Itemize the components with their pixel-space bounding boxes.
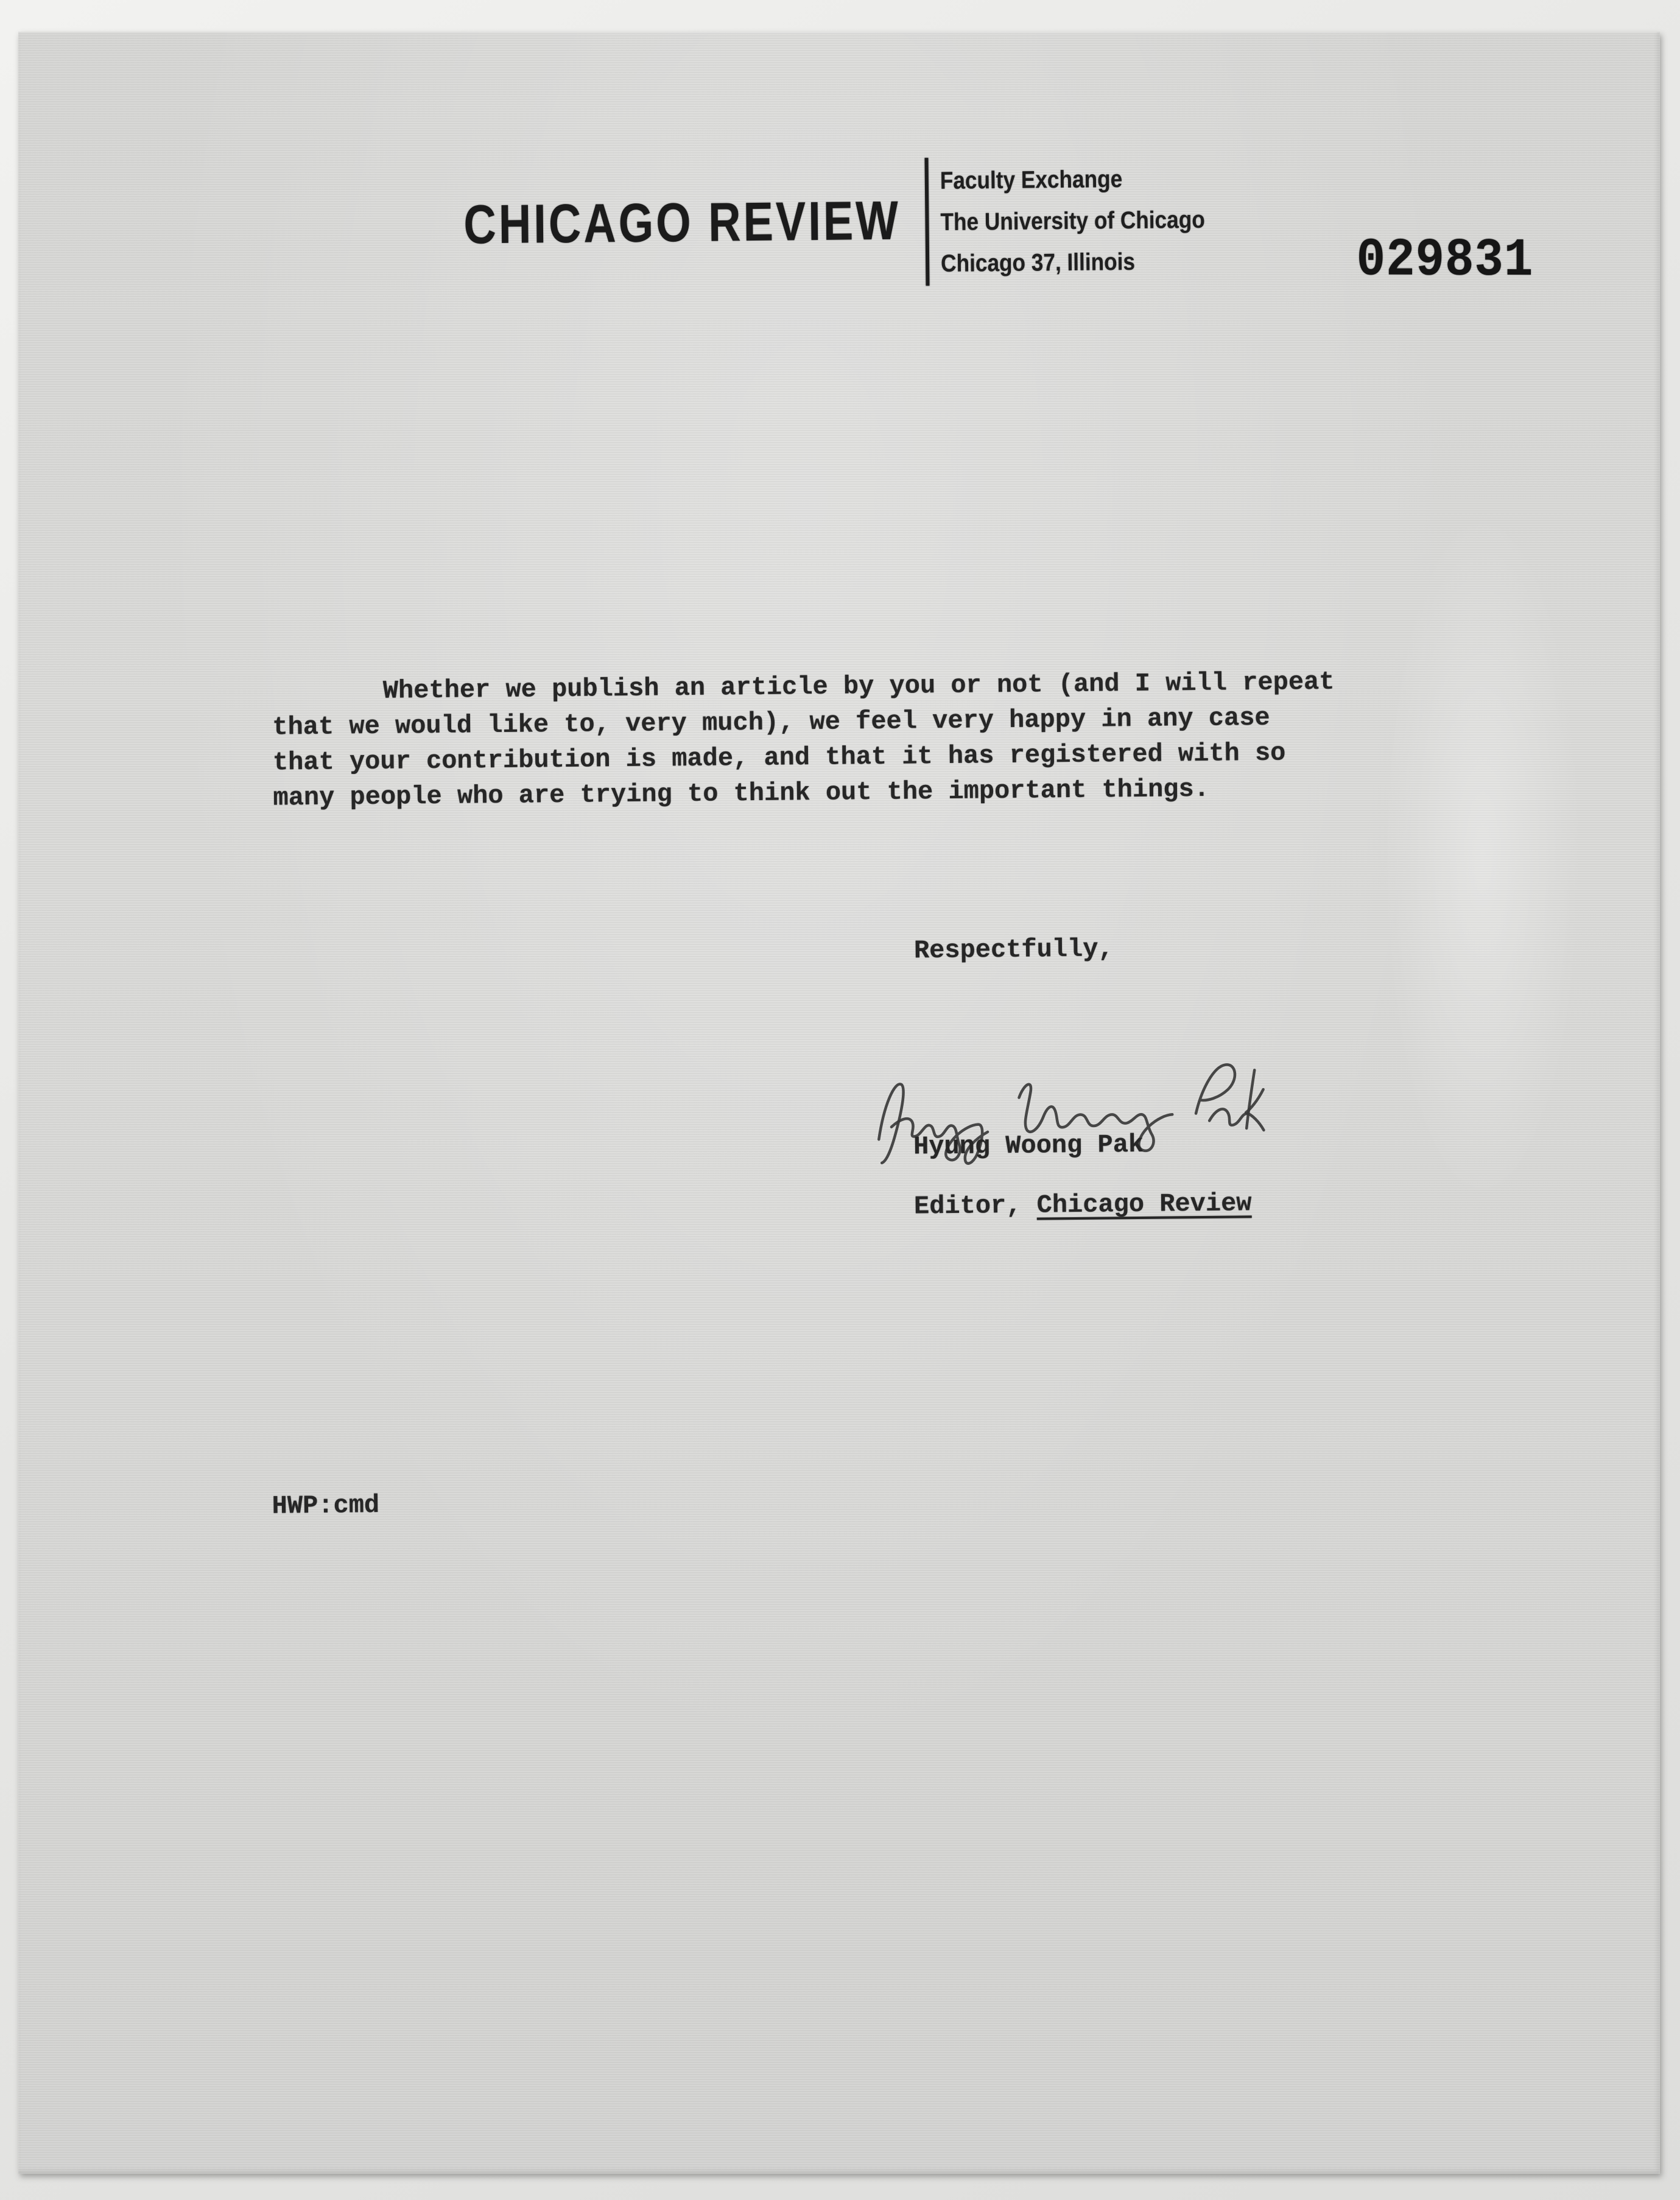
body-line: many people who are trying to think out the important things. (273, 774, 1210, 813)
body-line: Whether we publish an article by you or not (and I will repeat (382, 667, 1335, 706)
letterhead-address-line: Faculty Exchange (940, 166, 1123, 195)
signature-stroke (1209, 1108, 1248, 1126)
typeset-layer (10, 23, 1673, 2181)
reference-initials: HWP:cmd (272, 1491, 380, 1521)
letterhead-brand: CHICAGO REVIEW (463, 190, 901, 256)
stamped-number: 029831 (1356, 230, 1534, 292)
typed-signature-name: Hyung Woong Pak (913, 1130, 1144, 1162)
signer-title-prefix: Editor, (913, 1190, 1037, 1221)
signature-stroke (876, 1084, 906, 1163)
signer-title-line (914, 1189, 1252, 1221)
letterhead-address (940, 158, 1206, 284)
letterhead-divider (924, 158, 929, 286)
signer-title-publication: Chicago Review (1036, 1189, 1252, 1220)
signature-stroke (1194, 1064, 1237, 1114)
letter-paper (18, 32, 1660, 2174)
closing-salutation: Respectfully, (913, 934, 1114, 966)
letterhead-address-line: The University of Chicago (940, 206, 1205, 236)
body-line: that your contribution is made, and that it has registered with so (272, 738, 1286, 778)
body-line: that we would like to, very much), we feel very happy in any case (272, 703, 1270, 742)
letter-body-paragraph (272, 664, 1336, 816)
letterhead-address-line: Chicago 37, Illinois (940, 248, 1136, 278)
